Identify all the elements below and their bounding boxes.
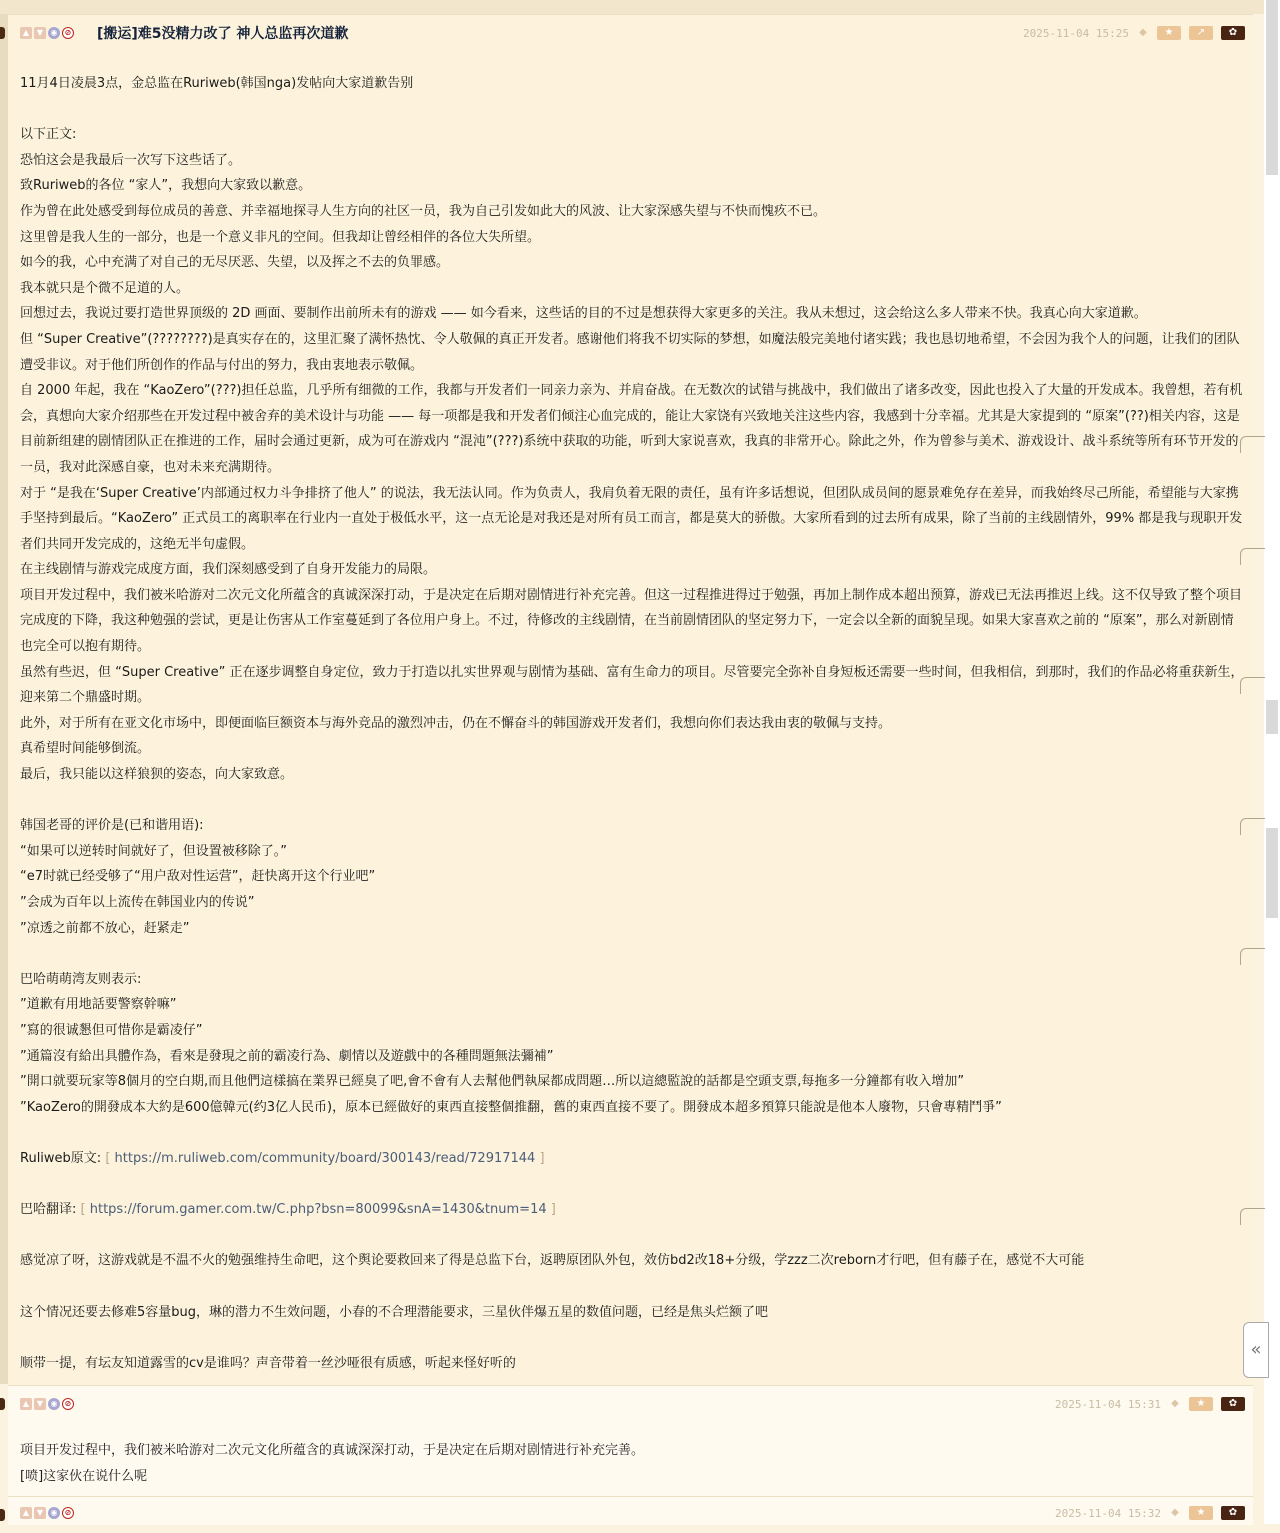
- floor-flag: [0, 1509, 5, 1521]
- body-line: 如今的我，心中充满了对自己的无尽厌恶、失望，以及挥之不去的负罪感。: [20, 255, 450, 271]
- gear-icon[interactable]: ✿: [1221, 26, 1245, 40]
- star-icon[interactable]: ★: [1157, 26, 1181, 40]
- body-line: ”KaoZero的開發成本大約是600億韓元(约3亿人民币)，原本已經做好的東西直接整個推翻，舊的東西直接不要了。開發成本超多預算只能說是他本人廢物，只會專精鬥爭”: [20, 1099, 1002, 1115]
- body-line: 但 “Super Creative”(????????)是真实存在的，这里汇聚了满怀热忱、令人敬佩的真正开发者。感谢他们将我不切实际的梦想，如魔法般完美地付诸实践；我也恳切地希望，不会因为我个人的问题，让我们的团队遭受非议。对于他们所创作的作品与付出的努力，我由衷地表示敬佩。: [20, 331, 1240, 373]
- post-title: [搬运]难5没精力改了 神人总监再次道歉: [97, 26, 349, 42]
- post-header: [8, 15, 1253, 51]
- post-date: 2025-11-04 15:31: [1055, 1397, 1161, 1411]
- link-bracket: [: [76, 1202, 90, 1218]
- body-line: 巴哈萌萌湾友则表示:: [20, 971, 142, 987]
- star-icon[interactable]: ★: [1189, 1397, 1213, 1411]
- link-bracket: ]: [546, 1202, 556, 1218]
- thread-marker[interactable]: [1240, 548, 1265, 565]
- link-label: 巴哈翻译:: [20, 1202, 77, 1218]
- body-line: 我本就只是个微不足道的人。: [20, 280, 190, 296]
- body-line: 在主线剧情与游戏完成度方面，我们深刻感受到了自身开发能力的局限。: [20, 562, 437, 578]
- thumb-down-icon[interactable]: ▼: [34, 1398, 46, 1410]
- post-meta: [1023, 26, 1245, 40]
- vote-bar: [20, 27, 74, 40]
- body-line: [20, 97, 1245, 123]
- star-icon[interactable]: ★: [1189, 1506, 1213, 1520]
- top-bar: [0, 0, 1264, 14]
- thumb-up-icon[interactable]: ▲: [20, 1398, 32, 1410]
- body-line: 项目开发过程中，我们被米哈游对二次元文化所蕴含的真诚深深打动，于是决定在后期对剧情进行补充完善。但这一过程推进得过于勉强，再加上制作成本超出预算，游戏已无法再推迟上线。这不仅导致了整个项目完成度的下降，我这种勉强的尝试，更是让伤害从工作室蔓延到了各位用户身上。不过，待修改的主线剧情，在当前剧情团队的坚定努力下，一定会以全新的面貌呈现。如果大家喜欢之前的 “原案”，那么对新剧情也完全可以抱有期待。: [20, 587, 1243, 655]
- block-icon[interactable]: ⊘: [62, 1507, 74, 1519]
- body-line: “e7时就已经受够了“用户敌对性运营”，赶快离开这个行业吧”: [20, 869, 376, 885]
- thread-marker[interactable]: [1240, 948, 1265, 965]
- thread-marker[interactable]: [1240, 818, 1265, 835]
- vote-bar: [20, 1398, 74, 1411]
- body-line: [20, 788, 1245, 814]
- body-line: 感觉凉了呀，这游戏就是不温不火的勉强维持生命吧，这个舆论要救回来了得是总监下台，返聘原团队外包，效仿bd2改18+分级，学zzz二次reborn才行吧，但有藤子在，感觉不大可能: [20, 1253, 1085, 1269]
- body-line: ”会成为百年以上流传在韩国业内的传说”: [20, 895, 255, 910]
- reply-post: [8, 1385, 1253, 1496]
- info-icon[interactable]: ◉: [48, 27, 60, 39]
- floor-flag: [0, 27, 5, 39]
- android-icon: ◆: [1171, 1398, 1179, 1409]
- scrollbar[interactable]: [1264, 0, 1280, 1524]
- block-icon[interactable]: ⊘: [62, 1398, 74, 1410]
- external-link[interactable]: https://forum.gamer.com.tw/C.php?bsn=80099&snA=1430&tnum=14: [89, 1202, 547, 1218]
- body-line: 以下正文:: [20, 127, 77, 143]
- android-icon: ◆: [1171, 1507, 1179, 1518]
- scrollbar-thumb[interactable]: [1266, 700, 1278, 734]
- body-line: 这个情况还要去修难5容量bug，琳的潜力不生效问题，小春的不合理潜能要求，三星伙伴爆五星的数值问题，已经是焦头烂额了吧: [20, 1304, 769, 1320]
- body-line: 11月4日凌晨3点，金总监在Ruriweb(韩国nga)发帖向大家道歉告别: [20, 76, 414, 91]
- link-line: [20, 1197, 1245, 1223]
- body-line: 致Ruriweb的各位 “家人”，我想向大家致以歉意。: [20, 178, 312, 194]
- link-label: Ruliweb原文:: [20, 1150, 102, 1166]
- thread-marker[interactable]: [1240, 1208, 1265, 1225]
- body-line: 真希望时间能够倒流。: [20, 741, 151, 757]
- post-date: 2025-11-04 15:25: [1023, 26, 1129, 40]
- vote-bar: [20, 1507, 74, 1520]
- body-line: 虽然有些迟，但 “Super Creative” 正在逐步调整自身定位，致力于打造以扎实世界观与剧情为基础、富有生命力的项目。尽管要完全弥补自身短板还需要一些时间，但我相信，到那时，我们的作品必将重获新生，迎来第二个鼎盛时期。: [20, 664, 1244, 706]
- post-meta: [1055, 1506, 1245, 1520]
- body-line: 顺带一提，有坛友知道露雪的cv是谁吗？声音带着一丝沙哑很有质感，听起来怪好听的: [20, 1355, 516, 1371]
- body-line: 回想过去，我说过要打造世界顶级的 2D 画面、要制作出前所未有的游戏 —— 如今看来，这些话的目的不过是想获得大家更多的关注。我从未想过，这会给这么多人带来不快。我真心向大家道歉。: [20, 306, 1147, 322]
- share-icon[interactable]: ↗: [1189, 26, 1213, 40]
- floor-flag: [0, 1398, 5, 1410]
- body-line: ”寫的很诚懇但可惜你是霸凌仔”: [20, 1022, 203, 1038]
- post-header: [8, 1497, 1253, 1533]
- post-main: [8, 14, 1253, 1385]
- body-line: 韩国老哥的评价是(已和谐用语):: [20, 818, 204, 834]
- thumb-up-icon[interactable]: ▲: [20, 27, 32, 39]
- link-bracket: [: [101, 1150, 115, 1166]
- post-date: 2025-11-04 15:32: [1055, 1506, 1161, 1520]
- info-icon[interactable]: ◉: [48, 1398, 60, 1410]
- body-line: 自 2000 年起，我在 “KaoZero”(???)担任总监，几乎所有细微的工作，我都与开发者们一同亲力亲为、并肩奋战。在无数次的试错与挑战中，我们做出了诸多改变，因此也投入了大量的开发成本。我曾想，若有机会，真想向大家介绍那些在开发过程中被舍弃的美术设计与功能 —— 每一项都是我和开发者们倾注心血完成的，能让大家饶有兴致地关注这些内容，我感到十分幸福。尤其是大家提到的 “原案”(??)相关内容，这是目前新组建的剧情团队正在推进的工作，届时会通过更新，成为可在游戏内 “混沌”(???)系统中获取的功能，听到大家说喜欢，我真的非常开心。除此之外，作为曾参与美术、游戏设计、战斗系统等所有环节开发的一员，我对此深感自豪，也对未来充满期待。: [20, 383, 1243, 475]
- body-line: [20, 1120, 1245, 1146]
- body-line: 此外，对于所有在亚文化市场中，即便面临巨额资本与海外竞品的激烈冲击，仍在不懈奋斗的韩国游戏开发者们，我想向你们表达我由衷的敬佩与支持。: [20, 715, 892, 731]
- link-line: [20, 1146, 1245, 1172]
- body-line: ”凉透之前都不放心，赶紧走”: [20, 920, 190, 936]
- external-link[interactable]: https://m.ruliweb.com/community/board/300143/read/72917144: [114, 1150, 536, 1166]
- body-line: 恐怕这会是我最后一次写下这些话了。: [20, 152, 242, 168]
- body-line: [20, 941, 1245, 967]
- gear-icon[interactable]: ✿: [1221, 1506, 1245, 1520]
- thread-marker[interactable]: [1240, 436, 1265, 453]
- body-line: ”開口就要玩家等8個月的空白期,而且他們這樣搞在業界已經臭了吧,會不會有人去幫他們執屎都成問題…所以這總監說的話都是空頭支票,每拖多一分鐘都有收入增加”: [20, 1074, 965, 1090]
- scrollbar-thumb[interactable]: [1266, 828, 1278, 918]
- thread-marker[interactable]: [1240, 677, 1265, 694]
- body-line: ”通篇沒有給出具體作為，看來是發現之前的霸凌行為、劇情以及遊戲中的各種問題無法彌補”: [20, 1048, 554, 1064]
- post-header: [8, 1386, 1253, 1422]
- reply-post: [8, 1496, 1253, 1525]
- thumb-down-icon[interactable]: ▼: [34, 1507, 46, 1519]
- body-line: 对于 “是我在‘Super Creative’内部通过权力斗争排挤了他人” 的说法，我无法认同。作为负责人，我肩负着无限的责任，虽有许多话想说，但团队成员间的愿景难免存在差异，而我始终尽己所能，希望能与大家携手坚持到最后。“KaoZero” 正式员工的离职率在行业内一直处于极低水平，这一点无论是对我还是对所有员工而言，都是莫大的骄傲。大家所看到的过去所有成果，除了当前的主线剧情外，99% 都是我与现职开发者们共同开发完成的，这绝无半句虚假。: [20, 485, 1243, 552]
- double-chevron-left-icon[interactable]: «: [1243, 1322, 1269, 1378]
- thumb-down-icon[interactable]: ▼: [34, 27, 46, 39]
- android-icon: ◆: [1139, 27, 1147, 38]
- body-line: “如果可以逆转时间就好了，但设置被移除了。”: [20, 843, 287, 859]
- info-icon[interactable]: ◉: [48, 1507, 60, 1519]
- post-body: [8, 1422, 1253, 1489]
- gear-icon[interactable]: ✿: [1221, 1397, 1245, 1411]
- body-line: ”道歉有用地話要警察幹嘛”: [20, 997, 177, 1013]
- body-line: [喷]这家伙在说什么呢: [20, 1468, 148, 1484]
- thumb-up-icon[interactable]: ▲: [20, 1507, 32, 1519]
- post-body: [8, 51, 1253, 1376]
- block-icon[interactable]: ⊘: [62, 27, 74, 39]
- link-bracket: ]: [535, 1150, 545, 1166]
- scrollbar-thumb[interactable]: [1266, 0, 1278, 175]
- body-line: 项目开发过程中，我们被米哈游对二次元文化所蕴含的真诚深深打动，于是决定在后期对剧情进行补充完善。: [20, 1443, 645, 1458]
- body-line: 这里曾是我人生的一部分，也是一个意义非凡的空间。但我却让曾经相伴的各位大失所望。: [20, 229, 541, 245]
- left-gutter: [0, 14, 8, 1384]
- body-line: 作为曾在此处感受到每位成员的善意、并幸福地探寻人生方向的社区一员，我为自己引发如此大的风波、让大家深感失望与不快而愧疚不已。: [20, 203, 827, 219]
- body-line: 最后，我只能以这样狼狈的姿态，向大家致意。: [20, 767, 294, 783]
- post-meta: [1055, 1397, 1245, 1411]
